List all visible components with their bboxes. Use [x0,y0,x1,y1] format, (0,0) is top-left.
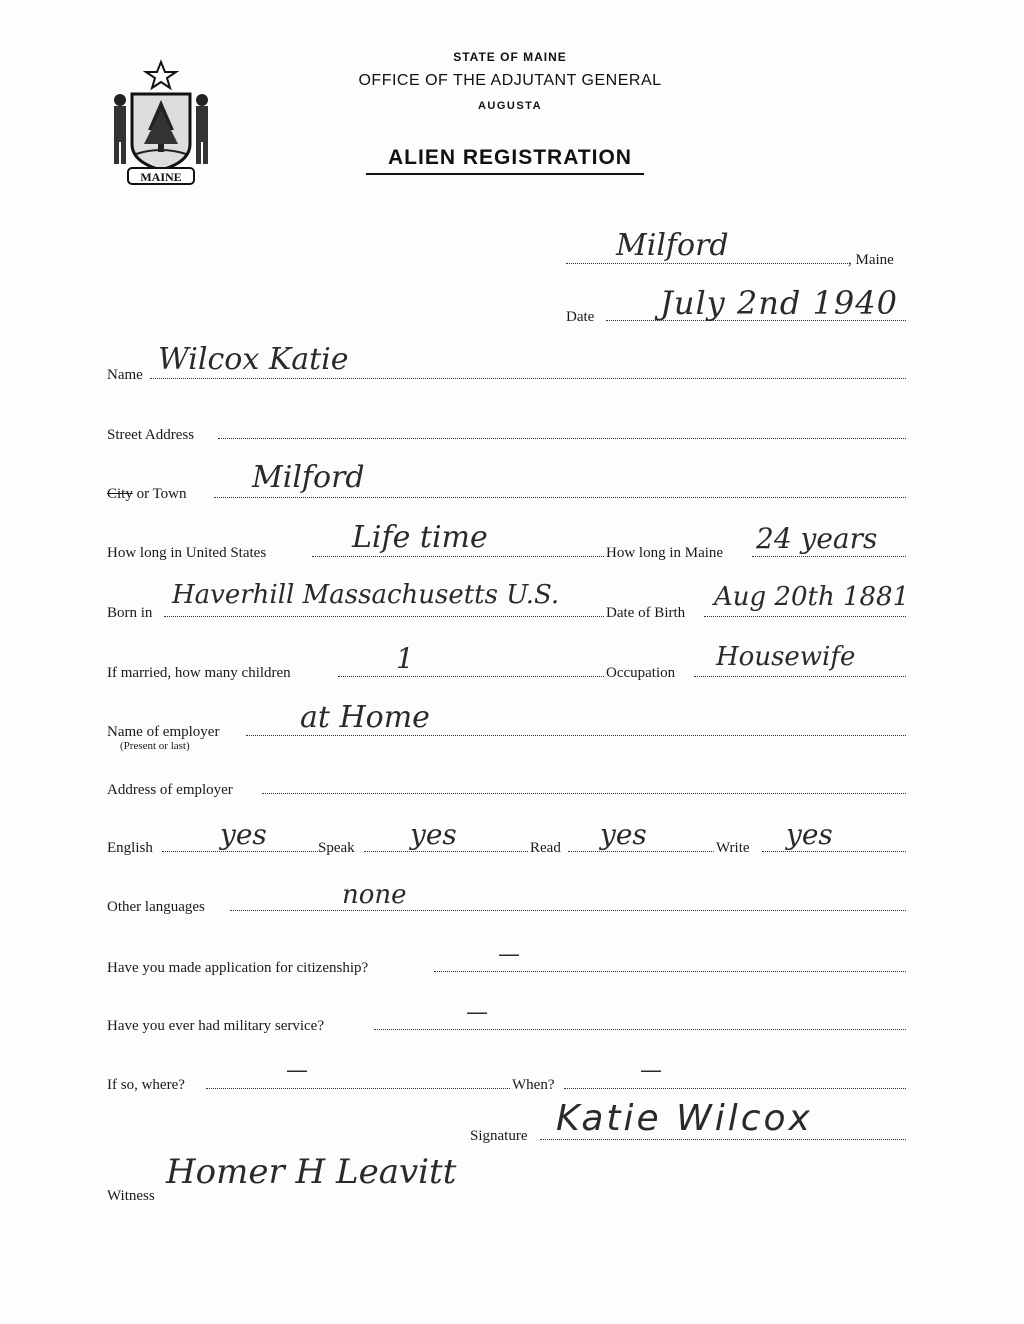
street-dotted-line [218,438,906,439]
town-top-value: Milford [616,228,729,263]
citizenship-label: Have you made application for citizenship? [107,960,369,976]
town-dotted-line [566,263,848,264]
title-underline [366,173,644,175]
seal-text: MAINE [140,170,182,184]
write-value: yes [786,818,833,851]
other-languages-dotted-line [230,910,906,911]
when-label: When? [512,1077,555,1093]
when-dotted-line [564,1088,906,1089]
employer-address-label: Address of employer [107,782,233,798]
maine-label: , Maine [848,252,894,268]
read-label: Read [530,840,561,856]
city-label [107,486,187,503]
where-label: If so, where? [107,1077,185,1093]
date-value: July 2nd 1940 [660,284,898,322]
english-dotted-line [162,851,318,852]
speak-value: yes [410,818,457,851]
signature-label: Signature [470,1128,528,1144]
us-duration-dotted-line [312,556,604,557]
military-label: Have you ever had military service? [107,1018,324,1034]
born-value: Haverhill Massachusetts U.S. [172,580,560,610]
citizenship-value: — [498,942,520,967]
occupation-dotted-line [694,676,906,677]
city-dotted-line [214,497,906,498]
maine-duration-dotted-line [752,556,906,557]
street-label: Street Address [107,427,195,443]
write-label: Write [716,840,750,856]
other-languages-label: Other languages [107,899,205,915]
read-value: yes [600,818,647,851]
when-value: — [640,1058,662,1083]
where-value: — [286,1058,308,1083]
name-dotted-line [150,378,906,379]
read-dotted-line [568,851,714,852]
employer-sublabel: (Present or last) [120,740,190,752]
state-seal-icon [104,58,218,188]
employer-label: Name of employer [107,724,220,740]
signature-dotted-line [540,1139,906,1140]
employer-dotted-line [246,735,906,736]
header-office: OFFICE OF THE ADJUTANT GENERAL [358,72,662,89]
us-duration-value: Life time [352,520,488,555]
city-label-rest: or Town [132,486,187,502]
city-struck-word: City [107,486,133,502]
date-label: Date [566,309,595,325]
english-label: English [107,840,153,856]
military-dotted-line [374,1029,906,1030]
write-dotted-line [762,851,906,852]
city-value: Milford [252,460,365,495]
witness-label: Witness [107,1188,155,1204]
citizenship-dotted-line [434,971,906,972]
name-value: Wilcox Katie [158,342,349,377]
us-duration-label: How long in United States [107,545,267,561]
header-state: STATE OF MAINE [453,50,567,64]
witness-value: Homer H Leavitt [166,1152,457,1192]
employer-address-dotted-line [262,793,906,794]
dob-label: Date of Birth [606,605,686,621]
children-label: If married, how many children [107,665,291,681]
other-languages-value: none [342,880,407,910]
employer-value: at Home [300,700,430,735]
children-dotted-line [338,676,604,677]
military-value: — [466,1000,488,1025]
header-city: AUGUSTA [477,100,543,112]
dob-dotted-line [704,616,906,617]
english-value: yes [220,818,267,851]
occupation-value: Housewife [716,642,856,672]
speak-label: Speak [318,840,355,856]
maine-duration-label: How long in Maine [606,545,724,561]
born-dotted-line [164,616,604,617]
speak-dotted-line [364,851,528,852]
children-value: 1 [396,642,414,675]
maine-duration-value: 24 years [756,522,878,555]
occupation-label: Occupation [606,665,676,681]
signature-value: Katie Wilcox [556,1098,813,1139]
born-label: Born in [107,605,153,621]
where-dotted-line [206,1088,510,1089]
name-label: Name [107,367,143,383]
dob-value: Aug 20th 1881 [714,582,910,612]
form-title: ALIEN REGISTRATION [388,146,632,169]
